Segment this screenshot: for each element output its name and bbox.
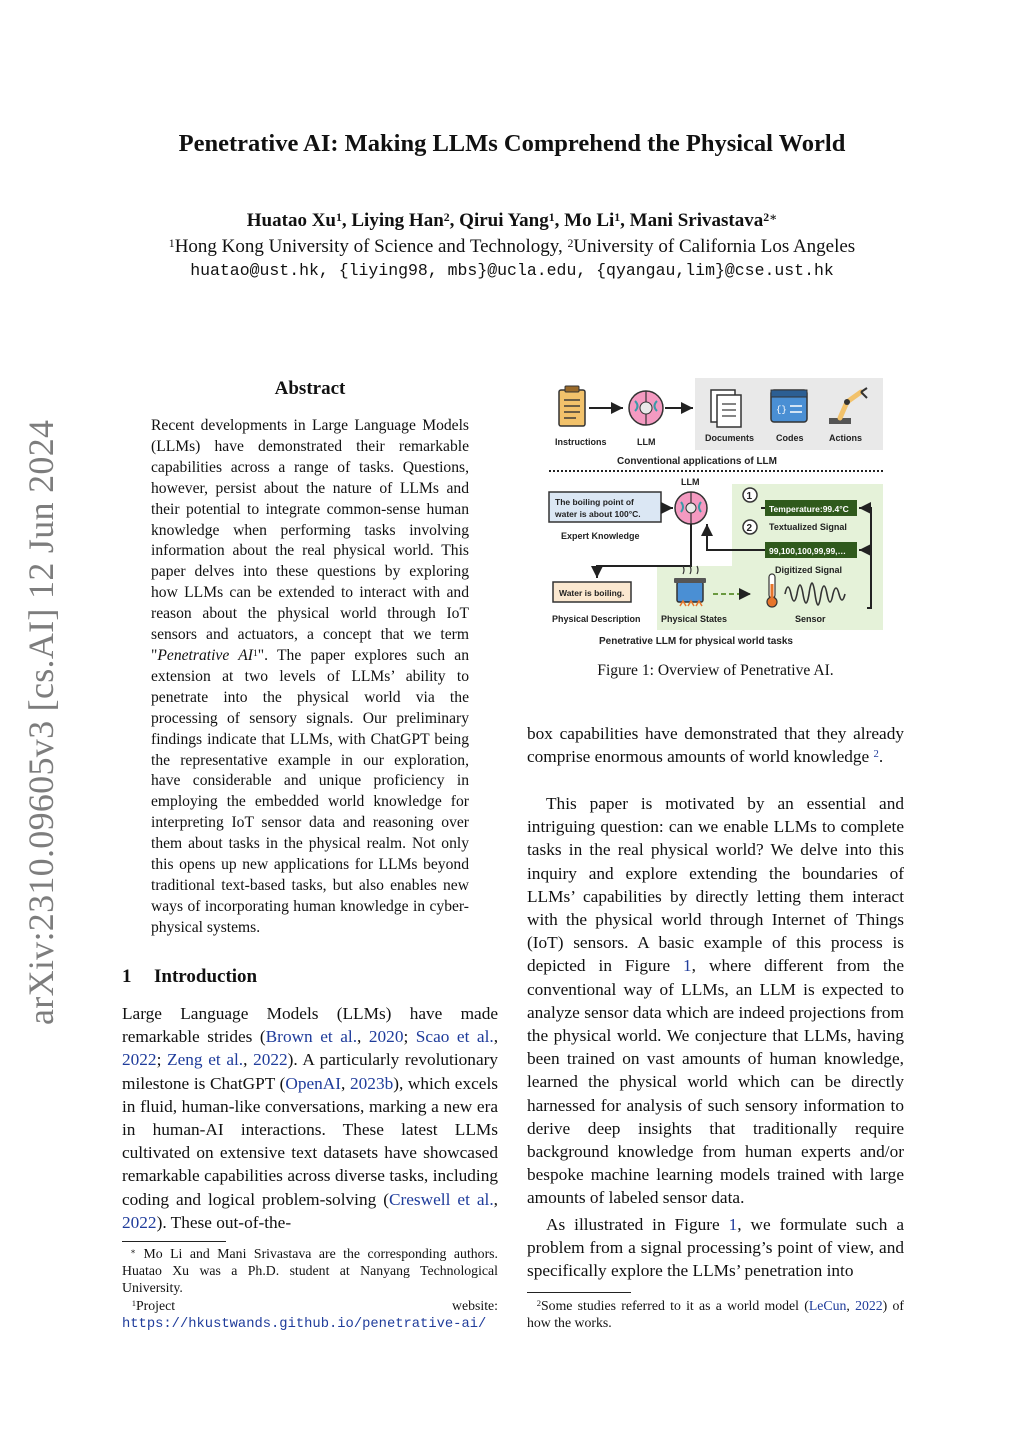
author-mark: 1 [335, 210, 342, 224]
step-2-number: 2 [746, 523, 753, 534]
author-mark: 1 [548, 210, 555, 224]
paragraph-text: ). A particularly revolutionary milestone is ChatGPT ( [122, 1050, 499, 1093]
citation-year-link[interactable]: 2020 [368, 1027, 404, 1047]
paragraph-text: This paper is motivated by an essential and intriguing question: can we enable LLMs to complete tasks in the real physical world? We delve into this inquiry and explore extending the boundaries of LLMs’ capabilities by directly letting them interact with the physical world through Internet of Things (IoT) sensors. A basic example of this process is depicted in Figure [527, 794, 904, 976]
footnote-ref[interactable]: 1 [252, 647, 258, 659]
right-paragraph-2 [527, 792, 904, 1210]
footnote-text: Project website: [136, 1298, 498, 1313]
citation-year-link[interactable]: 2023b [350, 1073, 394, 1093]
footnote-ref[interactable]: 2 [873, 748, 879, 761]
author-mark: 1 [614, 210, 621, 224]
footnote-corresponding [122, 1245, 498, 1296]
footnote-rule [527, 1292, 631, 1293]
author-separator: , [554, 210, 565, 231]
footnote-text: Mo Li and Mani Srivastava are the corresponding authors. Huatao Xu was a Ph.D. student at Nanyang Technological University. [122, 1246, 498, 1295]
svg-text:{}: {} [776, 405, 787, 415]
label-codes: Codes [776, 433, 804, 443]
author-separator: , [341, 210, 352, 231]
label-conventional: Conventional applications of LLM [617, 456, 777, 467]
label-llm-top: LLM [637, 437, 656, 447]
figure-ref-link[interactable]: 1 [728, 1215, 738, 1234]
footnote-mark-number: 2 [536, 1298, 541, 1309]
paragraph-text: ), which excels in fluid, human-like conversations, marking a new era in human-AI interactions. These latest LLMs cultivated on extensive text datasets have showcased remarkable capabilities across diverse tasks, including coding and logical problem-solving ( [122, 1073, 498, 1209]
affil-mark: 1 [168, 236, 175, 250]
paragraph-text: , [243, 1050, 254, 1070]
label-digitized: Digitized Signal [775, 565, 843, 575]
abstract-body: Recent developments in Large Language Models (LLMs) have demonstrated their remarkable capabilities across a range of tasks. Questions, however, persist about the nature of LLMs and their potential to integrate common-sense human knowledge when performing tasks involving information about the real physical world. This paper delves into these questions by exploring how LLMs can be extended to interact with and reason about the physical world through IoT sensors and actuators, a concept that we term " [151, 417, 469, 664]
label-expert-knowledge: Expert Knowledge [561, 531, 640, 541]
author-separator: , [620, 210, 630, 231]
project-url-link[interactable]: https://hkustwands.github.io/penetrative-ai/ [122, 1317, 487, 1332]
code-window-icon [771, 390, 807, 422]
figure-overview-diagram [547, 376, 887, 647]
instructions-icon [559, 386, 585, 426]
documents-icon [711, 390, 741, 427]
brain-llm-icon [629, 391, 663, 425]
affiliation-1: Hong Kong University of Science and Technology, [174, 236, 568, 257]
abstract-body: ". The paper explores such an extension at two levels of LLMs’ ability to penetrate into the physical world via the processing of sensory signals. Our preliminary findings indicate that LLMs, with ChatGPT being the representative example in our exploration, have considerable and unique proficiency in employing the embedded world knowledge for interpreting IoT sensor data and reasoning over them about tasks in the physical realm. Not only this opens up new applications for LLMs beyond traditional text-based tasks, but also enables new ways of incorporating human knowledge in cyber-physical systems. [151, 646, 469, 936]
citation-year-link[interactable]: 2022 [122, 1050, 157, 1070]
citation-link[interactable]: Scao et al. [415, 1027, 494, 1047]
footnote-mark [122, 1245, 136, 1262]
section-number: 1 [122, 966, 132, 987]
figure-ref-link[interactable]: 1 [683, 956, 692, 976]
intro-paragraph [122, 1002, 498, 1234]
paragraph-text: , where different from the conventional way of LLMs, an LLM is expected to analyze sensor data which are indeed projections from the physical world. We conjecture that LLMs, having been trained on vast amounts of human knowledge, learned the physical world which can be directly harnessed for analysis of such sensory information to derive deep insights that traditionally require background knowledge from human experts and/or bespoke machine learning models trained with large amounts of labeled sensor data. [527, 956, 904, 1208]
paragraph-text: , [493, 1027, 499, 1047]
footnote-text: Some studies referred to it as a world model ( [541, 1298, 809, 1313]
citation-link[interactable]: LeCun [808, 1298, 847, 1313]
paragraph-text: box capabilities have demonstrated that they already comprise enormous amounts of world knowledge [527, 724, 904, 767]
label-textualized: Textualized Signal [769, 522, 847, 532]
label-physical-states: Physical States [661, 614, 728, 624]
author-name: Qirui Yang [459, 210, 549, 231]
footnote-project-website [122, 1297, 498, 1333]
citation-link[interactable]: Brown et al. [265, 1027, 358, 1047]
citation-link[interactable]: Zeng et al. [167, 1050, 244, 1070]
paragraph-text: , [357, 1027, 369, 1047]
author-name: Mani Srivastava [629, 210, 764, 231]
footnote-rule [122, 1241, 226, 1242]
expert-text-line1: The boiling point of [555, 497, 634, 507]
author-mark: 2 [443, 210, 450, 224]
affil-mark: 2 [567, 236, 574, 250]
expert-knowledge-box [549, 492, 661, 522]
abstract-heading: Abstract [274, 378, 346, 399]
abstract-text [151, 416, 469, 939]
right-paragraph-3 [527, 1213, 904, 1283]
author-emails: huatao@ust.hk, {liying98, mbs}@ucla.edu, {qyangau,lim}@cse.ust.hk [190, 261, 834, 280]
citation-year-link[interactable]: 2022 [855, 1298, 883, 1313]
label-sensor: Sensor [795, 614, 826, 624]
author-list [0, 210, 1024, 232]
paragraph-text: . [878, 747, 884, 767]
author-separator: , [449, 210, 460, 231]
paragraph-text: , [341, 1073, 351, 1093]
section-heading-introduction [122, 966, 257, 988]
author-name: Huatao Xu [246, 210, 336, 231]
paper-title: Penetrative AI: Making LLMs Comprehend the Physical World [178, 130, 846, 157]
abstract-term: Penetrative AI [157, 646, 253, 664]
label-instructions: Instructions [555, 437, 607, 447]
author-name: Liying Han [351, 210, 444, 231]
right-paragraph-1 [527, 722, 904, 768]
citation-year-link[interactable]: 2022 [253, 1050, 288, 1070]
label-documents: Documents [705, 433, 755, 443]
temperature-readout: Temperature:99.4°C [769, 504, 849, 514]
author-name: Mo Li [564, 210, 615, 231]
section-title: Introduction [154, 966, 258, 987]
footnote-mark [527, 1297, 541, 1314]
paragraph-text: ; [403, 1027, 416, 1047]
citation-link[interactable]: Creswell et al. [388, 1189, 494, 1209]
output-text: Water is boiling. [559, 588, 625, 598]
label-llm-bottom: LLM [681, 477, 700, 487]
paragraph-text: Large Language Models (LLMs) have made remarkable strides ( [122, 1004, 498, 1047]
footnote-mark [122, 1297, 136, 1314]
footnote-mark-symbol: ∗ [130, 1246, 136, 1257]
expert-text-line2: water is about 100°C. [555, 509, 641, 519]
thermometer-icon [767, 574, 777, 607]
label-physical-description: Physical Description [552, 614, 641, 624]
footnote-world-model [527, 1297, 904, 1331]
digits-readout: 99,100,100,99,99,… [769, 546, 847, 556]
affiliations [0, 236, 1024, 258]
author-mark: 2∗ [763, 210, 778, 224]
figure-caption: Figure 1: Overview of Penetrative AI. [597, 662, 834, 679]
paragraph-text: , we formulate such a problem from a signal processing’s point of view, and specifically explore the LLMs’ penetration into [527, 1215, 905, 1281]
footnote-text: , [846, 1298, 856, 1313]
paragraph-text: ; [156, 1050, 168, 1070]
affiliation-2: University of California Los Angeles [573, 236, 856, 257]
brain-llm-icon [675, 492, 707, 524]
footnote-mark-number: 1 [131, 1298, 136, 1309]
paragraph-text: ). These out-of-the- [156, 1212, 292, 1232]
paragraph-text: , [493, 1189, 498, 1209]
label-penetrative: Penetrative LLM for physical world tasks [599, 636, 793, 647]
step-1-number: 1 [746, 491, 753, 502]
footnote-text: ) of how the works. [527, 1298, 904, 1330]
label-actions: Actions [829, 433, 863, 443]
citation-year-link[interactable]: 2022 [122, 1212, 157, 1232]
arxiv-sidebar-stamp: arXiv:2310.09605v3 [cs.AI] 12 Jun 2024 [21, 419, 61, 1025]
paragraph-text: As illustrated in Figure [546, 1215, 729, 1234]
citation-link[interactable]: OpenAI [285, 1073, 342, 1093]
